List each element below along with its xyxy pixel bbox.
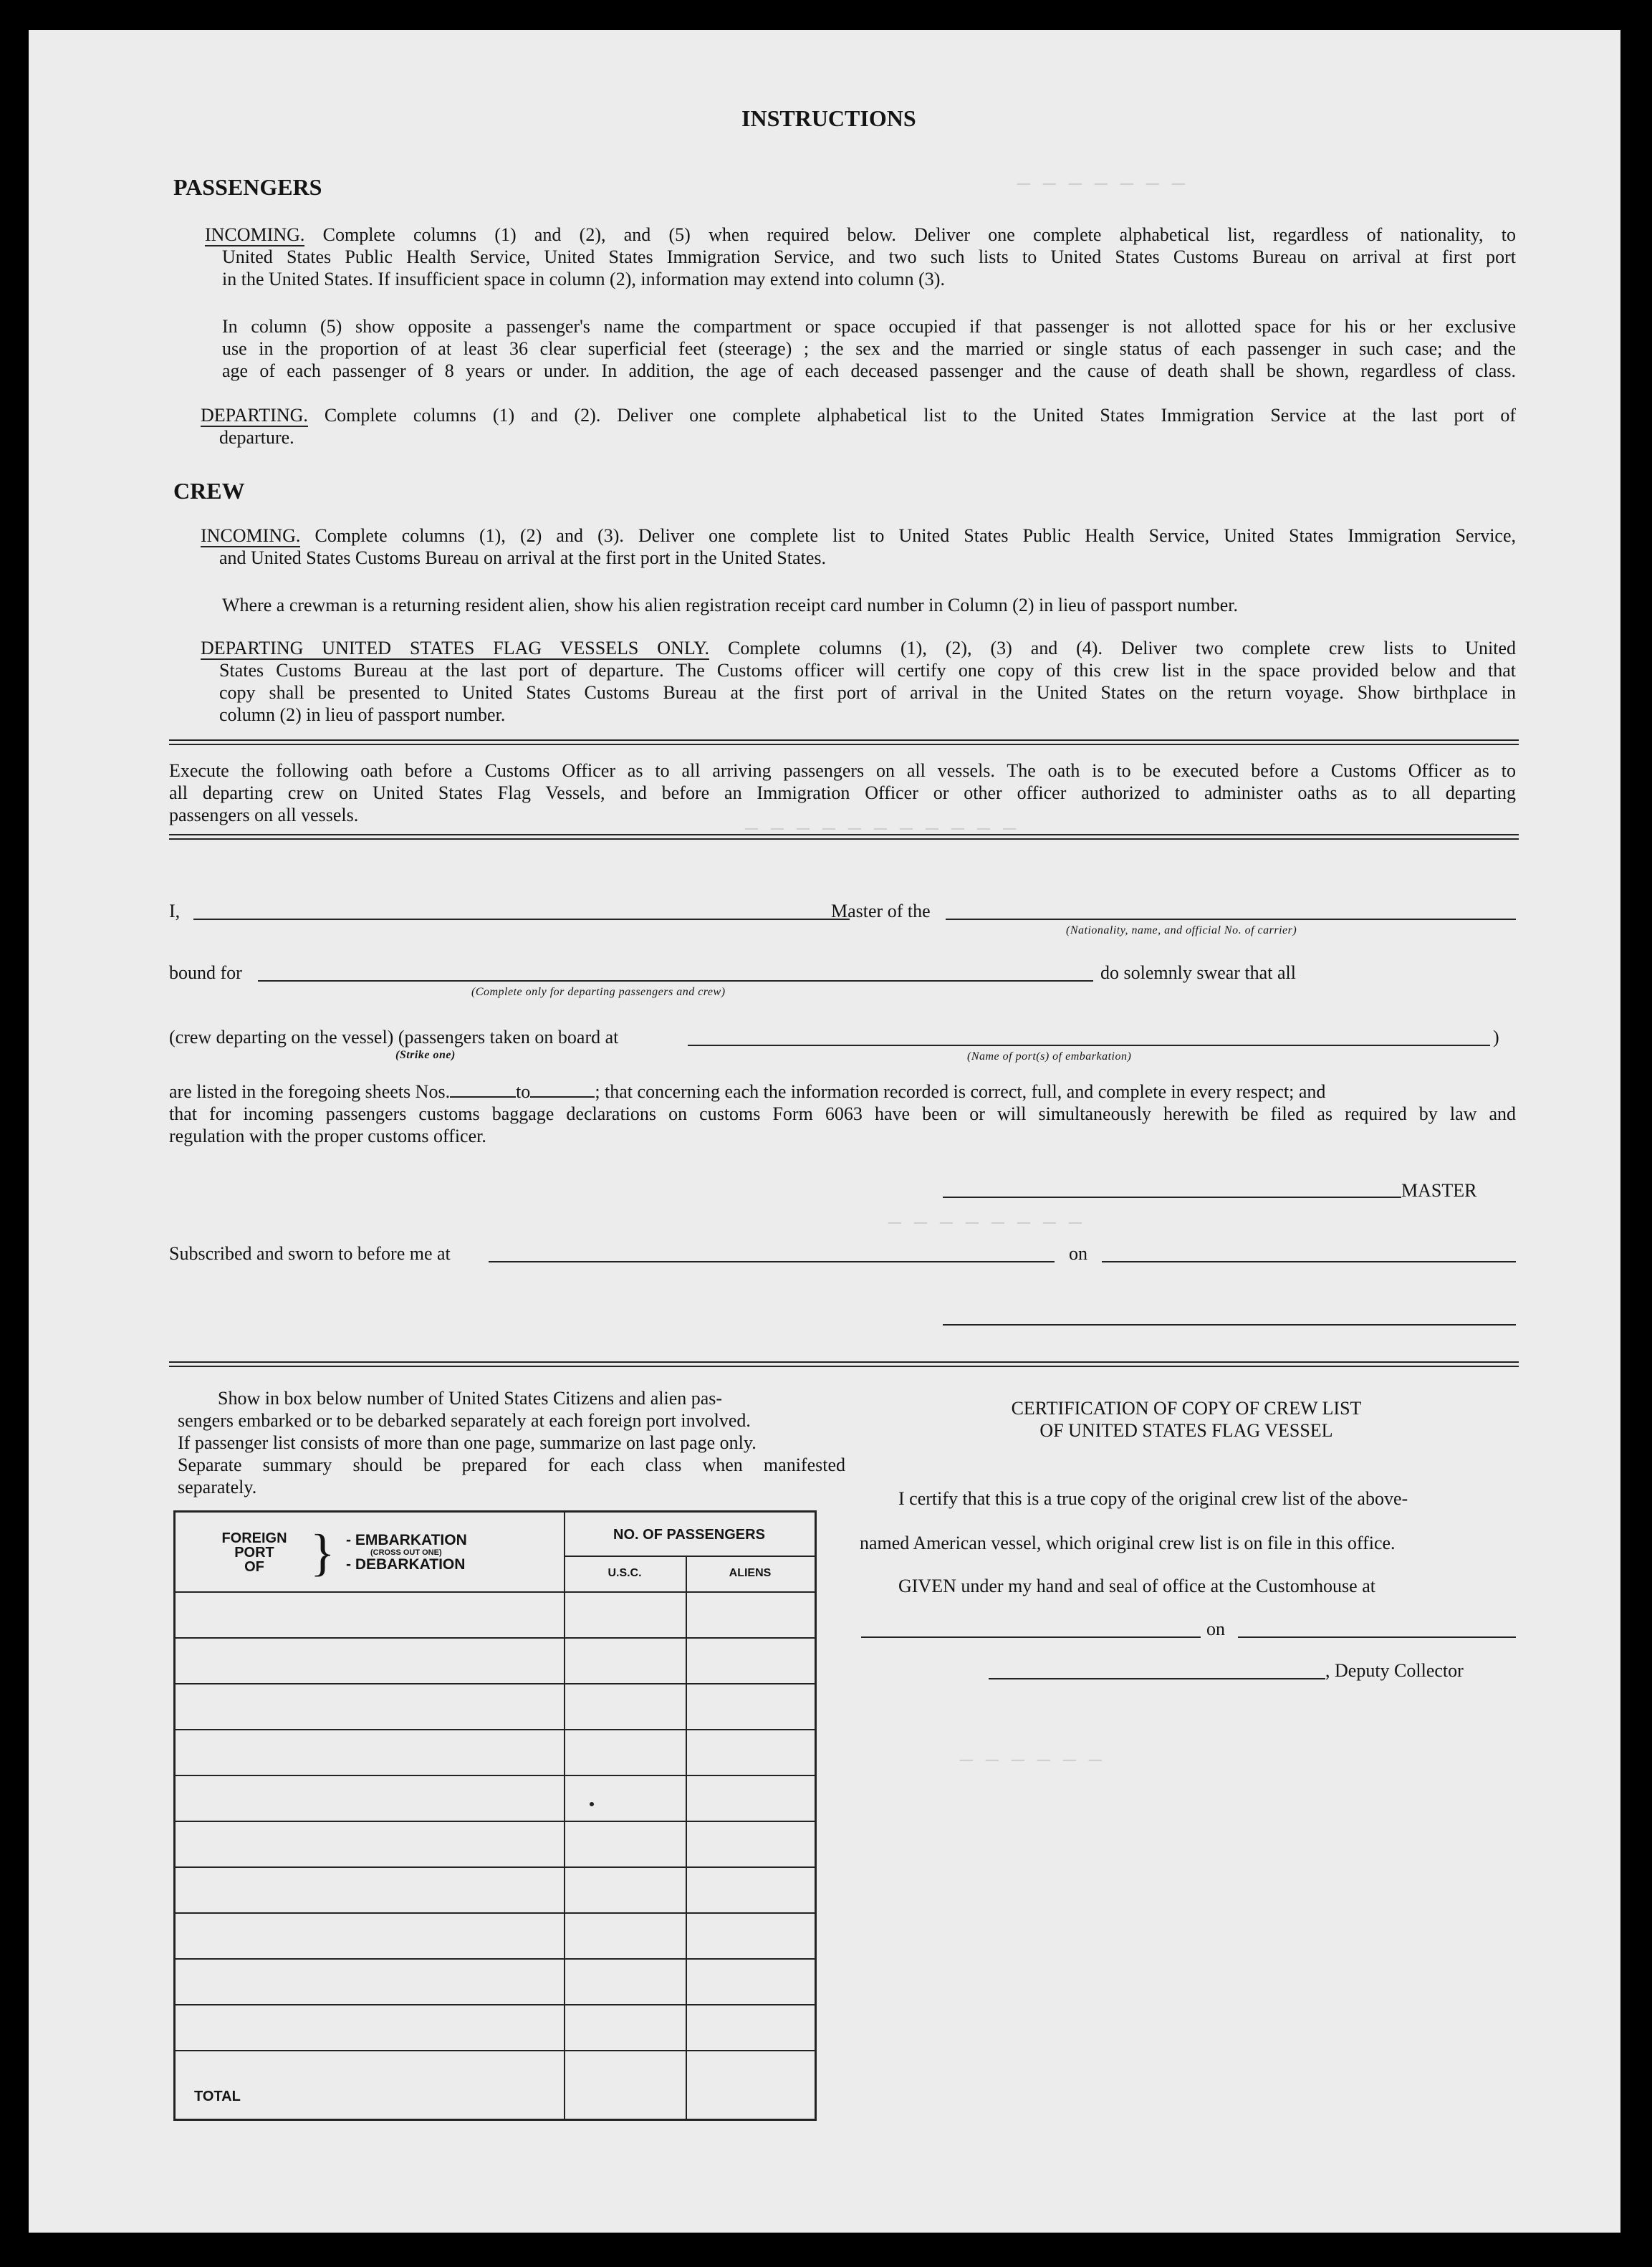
master-of-label: Master of the: [831, 901, 931, 921]
crew-departing-line3: copy shall be presented to United States Customs Bureau at the first port of arrival in the United States on the return voyage. Show birthplace in: [219, 682, 1516, 703]
crew-departing-label: DEPARTING UNITED STATES FLAG VESSELS ONLY.: [201, 638, 710, 658]
oath-intro-line2: all departing crew on United States Flag Vessels, and before an Immigration Officer or other officer authorized to administer oaths as to all departing: [169, 782, 1516, 803]
passengers-col5-line2: use in the proportion of at least 36 clear superficial feet (steerage) ; the sex and the married or single status of each passenger in such case; and the: [222, 338, 1516, 359]
strike-one-caption: (Strike one): [395, 1049, 456, 1061]
table-body: [176, 1591, 815, 2119]
oath-intro-line3: passengers on all vessels.: [169, 805, 359, 825]
sworn-place-field[interactable]: [489, 1261, 1055, 1262]
crew-departing-line2: States Customs Bureau at the last port of departure. The Customs officer will certify one copy of this crew list in the space provided below and that: [219, 660, 1516, 681]
passenger-summary-table: [173, 1510, 817, 2121]
sworn-on-label: on: [1069, 1243, 1087, 1264]
table-row[interactable]: [176, 1958, 815, 1960]
deputy-signature-field[interactable]: [989, 1678, 1325, 1679]
oath-i-label: I,: [169, 901, 181, 921]
sheet-to-field[interactable]: [530, 1096, 595, 1098]
summary-line3: If passenger list consists of more than one page, summarize on last page only.: [178, 1432, 757, 1453]
crew-departing-line1: DEPARTING UNITED STATES FLAG VESSELS ONLY. Complete columns (1), (2), (3) and (4). Deliver two complete crew lists to United: [201, 638, 1517, 658]
page-title: INSTRUCTIONS: [741, 105, 916, 131]
passengers-incoming-label: INCOMING.: [205, 224, 305, 245]
crew-heading: CREW: [173, 478, 245, 504]
carrier-field[interactable]: [946, 919, 1516, 920]
passengers-col5-line1: In column (5) show opposite a passenger's name the compartment or space occupied if that passenger is not allotted space for his or her exclusive: [222, 316, 1516, 337]
certify-line1: I certify that this is a true copy of the original crew list of the above-: [898, 1488, 1408, 1509]
carrier-caption: (Nationality, name, and official No. of carrier): [1066, 924, 1297, 936]
no-of-passengers-header: NO. OF PASSENGERS: [613, 1527, 765, 1543]
master-name-field[interactable]: [193, 919, 850, 920]
crew-incoming-line2: and United States Customs Bureau on arrival at the first port in the United States.: [219, 547, 827, 568]
table-row[interactable]: [176, 1912, 815, 1914]
crew-departing-line4: column (2) in lieu of passport number.: [219, 704, 506, 725]
table-row[interactable]: [176, 1821, 815, 1822]
table-row[interactable]: [176, 1729, 815, 1730]
ports-caption: (Name of port(s) of embarkation): [967, 1050, 1132, 1063]
ink-dot: [590, 1802, 594, 1806]
cert-date-field[interactable]: [1238, 1636, 1516, 1638]
section-divider: [169, 1361, 1519, 1367]
oath-intro-line1: Execute the following oath before a Customs Officer as to all arriving passengers on all vessels. The oath is to be executed before a Customs Officer as to: [169, 760, 1516, 781]
crew-incoming-line1: INCOMING. Complete columns (1), (2) and (3). Deliver one complete list to United States Public Health Service, United States Immigration Service,: [201, 525, 1516, 546]
crew-resident-alien: Where a crewman is a returning resident alien, show his alien registration receipt card number in Column (2) in lieu of passport number.: [222, 595, 1239, 615]
passengers-heading: PASSENGERS: [173, 174, 322, 200]
crew-passengers-label: (crew departing on the vessel) (passengers taken on board at: [169, 1027, 619, 1048]
bound-for-label: bound for: [169, 962, 242, 983]
section-divider: [169, 834, 1519, 840]
bound-for-field[interactable]: [258, 980, 1093, 982]
summary-line1: Show in box below number of United States Citizens and alien pas-: [218, 1388, 723, 1409]
usc-header: U.S.C.: [608, 1567, 642, 1579]
cert-on-label: on: [1206, 1619, 1225, 1639]
passengers-col5-line3: age of each passenger of 8 years or under. In addition, the age of each deceased passenger and the cause of death shall be shown, regardless of class.: [222, 360, 1516, 381]
swear-label: do solemnly swear that all: [1100, 962, 1296, 983]
certify-line2: named American vessel, which original crew list is on file in this office.: [860, 1533, 1396, 1553]
table-row[interactable]: [176, 2004, 815, 2005]
section-divider: [169, 739, 1519, 745]
master-label: MASTER: [1401, 1180, 1477, 1201]
embarkation-toggle[interactable]: - EMBARKATION (CROSS OUT ONE) - DEBARKATION: [346, 1532, 467, 1573]
sworn-date-field[interactable]: [1102, 1261, 1516, 1262]
bound-for-caption: (Complete only for departing passengers and crew): [471, 986, 726, 998]
crew-incoming-label: INCOMING.: [201, 525, 301, 546]
summary-line2: sengers embarked or to be debarked separately at each foreign port involved.: [178, 1410, 751, 1431]
sheet-from-field[interactable]: [450, 1096, 516, 1098]
given-line: GIVEN under my hand and seal of office at the Customhouse at: [898, 1576, 1375, 1596]
embarkation-ports-field[interactable]: [688, 1045, 1490, 1046]
passengers-incoming-line1: INCOMING. Complete columns (1) and (2), and (5) when required below. Deliver one complete alphabetical list, regardless of nationality, to: [205, 224, 1517, 245]
listed-line1: are listed in the foregoing sheets Nos. to ; that concerning each the information recorded is correct, full, and complete in every respect; and: [169, 1081, 1326, 1102]
summary-line4: Separate summary should be prepared for each class when manifested: [178, 1454, 845, 1475]
listed-line3: regulation with the proper customs officer.: [169, 1126, 486, 1146]
officer-signature-field[interactable]: [943, 1324, 1516, 1326]
table-row[interactable]: [176, 1683, 815, 1684]
passengers-departing-label: DEPARTING.: [201, 405, 308, 426]
table-row[interactable]: [176, 2050, 815, 2051]
certification-heading-2: OF UNITED STATES FLAG VESSEL: [1039, 1420, 1333, 1441]
table-row[interactable]: [176, 1866, 815, 1868]
passengers-departing-line2: departure.: [219, 427, 294, 448]
passengers-departing-line1: DEPARTING. Complete columns (1) and (2). Deliver one complete alphabetical list to the United States Immigration Service at the last port of: [201, 405, 1517, 426]
close-paren: ): [1493, 1027, 1499, 1048]
aliens-header: ALIENS: [729, 1567, 772, 1579]
passengers-incoming-line2: United States Public Health Service, United States Immigration Service, and two such lists to United States Customs Bureau on arrival at first port: [222, 246, 1516, 267]
table-row[interactable]: [176, 1637, 815, 1639]
subscribed-label: Subscribed and sworn to before me at: [169, 1243, 451, 1264]
certification-heading-1: CERTIFICATION OF COPY OF CREW LIST: [1011, 1398, 1362, 1419]
customhouse-field[interactable]: [861, 1636, 1201, 1638]
table-row[interactable]: [176, 1775, 815, 1776]
passengers-incoming-line3: in the United States. If insufficient space in column (2), information may extend into column (3).: [222, 269, 945, 289]
table-divider: [564, 1556, 815, 1557]
foreign-port-of-header: FOREIGN PORT OF: [221, 1530, 287, 1575]
total-label: TOTAL: [194, 2089, 241, 2104]
master-signature-field[interactable]: [943, 1197, 1401, 1198]
deputy-collector-label: , Deputy Collector: [1325, 1660, 1464, 1681]
listed-line2: that for incoming passengers customs baggage declarations on customs Form 6063 have been or will simultaneously herewith be filed as required by law and: [169, 1103, 1516, 1124]
form-page: ─ ─ ─ ─ ─ ─ ─ ─ ─ ─ ─ ─ ─ ─ ─ ─ ─ ─ ─ ─ ─ ─ ─ ─ ─ ─ ─ ─ ─ ─ ─ ─ INSTRUCTIONS PASSENGERS INCOMING. Complete columns (1) and (2), and (5) when required below. Deliver one complete alphabetical list, regardless of nationality, to United States Public Health Service, United States Immigration Service, and two such lists to United States Customs Bureau on arrival at first port in the United States. If insufficient space in column (2), information may extend into column (3). In column (5) show opposite a passenger's name the compartment or space occupied if that passenger is not allotted space for his or her exclusive use in the proportion of at least 36 clear superficial feet (steerage) ; the sex and the married or single status of each passenger in such case; and the age of each passenger of 8 years or under. In addition, the age of each deceased passenger and the cause of death shall be shown, regardless of class. DEPARTING. Complete columns (1) and (2). Deliver one complete alphabetical list to the United States Immigration Service at the last port of departure. CREW INCOMING. Complete columns (1), (2) and (3). Deliver one complete list to United States Public Health Service, United States Immigration Service, and United States Customs Bureau on arrival at the first port in the United States. Where a crewman is a returning resident alien, show his alien registration receipt card number in Column (2) in lieu of passport number. DEPARTING UNITED STATES FLAG VESSELS ONLY. Complete columns (1), (2), (3) and (4). Deliver two complete crew lists to United States Customs Bureau at the last port of departure. The Customs officer will certify one copy of this crew list in the space provided below and that copy shall be presented to United States Customs Bureau at the first port of arrival in the United States on the return voyage. Show birthplace in column (2) in lieu of passport number. Execute the following oath before a Customs Officer as to all arriving passengers on all vessels. The oath is to be executed before a Customs Officer as to all departing crew on United States Flag Vessels, and before an Immigration Officer or other officer authorized to administer oaths as to all departing passengers on all vessels. I, Master of the (Nationality, name, and official No. of carrier) bound for (Complete only for departing passengers and crew) do solemnly swear that all (crew departing on the vessel) (passengers taken on board at (Strike one) (Name of port(s) of embarkation) ) are listed in the foregoing sheets Nos. to ; that concerning each the information recorded is correct, full, and complete in every respect; and that for incoming passengers customs baggage declarations on customs Form 6063 have been or will simultaneously herewith be filed as required by law and regulation with the proper customs officer. MASTER Subscribed and sworn to before me at on Show in box below number of United States Citizens and alien pas- sengers embarked or to be debarked separately at each foreign port involved. If passenger list consists of more than one page, summarize on last page only. Separate summary should be prepared for each class when manifested separately. FOREIGN PORT OF } - EMBARKATION (CROSS OUT ONE) - DEBARKATION NO. OF PASSENGERS U.S.C. ALIENS TOTAL CERTIFICATION OF COPY OF CREW LIST OF UNITED STATES FLAG VESSEL I certify that this is a true copy of the original crew list of the above- named American vessel, which original crew list is on file in this office. GIVEN under my hand and seal of office at the Customhouse at on , Deputy Collector: [29, 30, 1620, 2233]
summary-line5: separately.: [178, 1477, 257, 1497]
brace-icon: }: [310, 1524, 335, 1581]
